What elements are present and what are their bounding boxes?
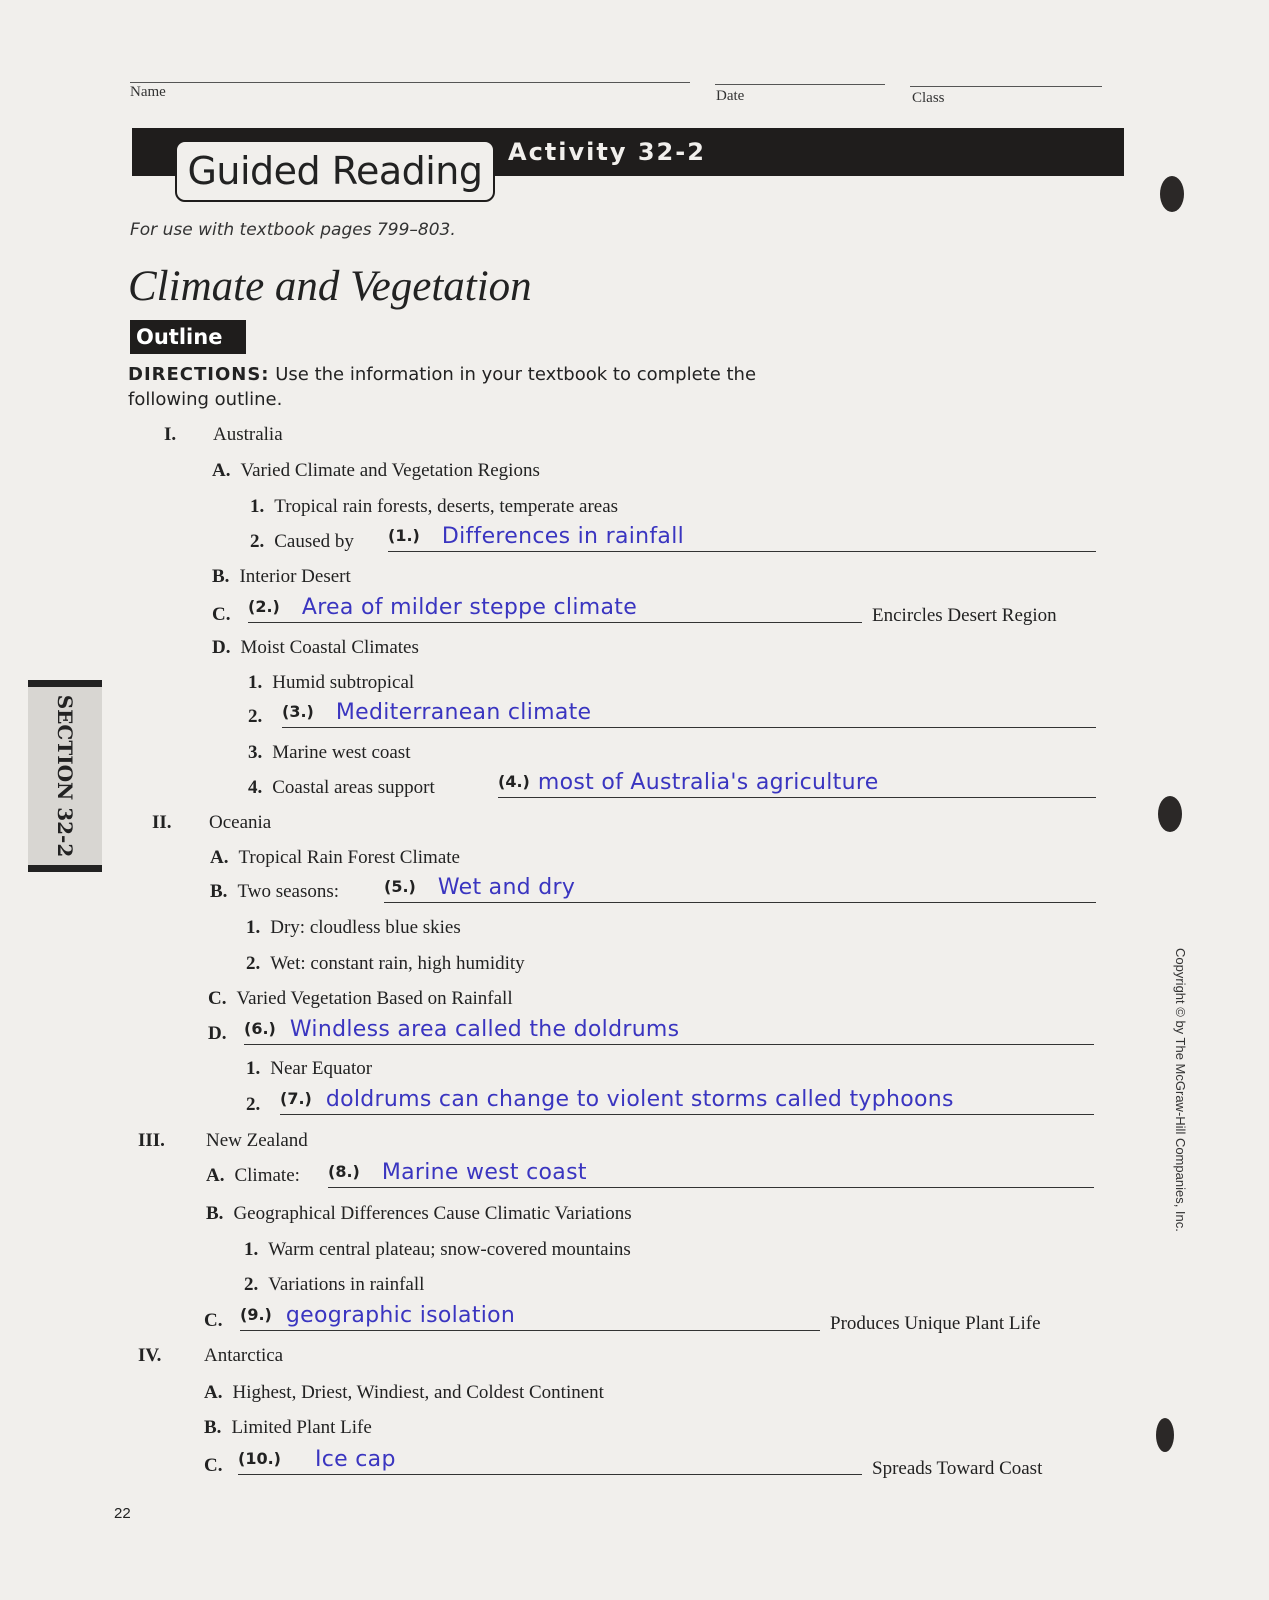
answer-field-4[interactable]: (4.) most of Australia's agriculture	[498, 769, 1096, 798]
answer-field-2[interactable]: (2.) Area of milder steppe climate	[248, 594, 862, 623]
section-tab-label: SECTION 32-2	[53, 694, 77, 858]
outline-item: 4. Coastal areas support	[248, 777, 435, 798]
trailing-text: Spreads Toward Coast	[872, 1458, 1043, 1479]
outline-item: D. Moist Coastal Climates	[212, 637, 419, 658]
name-label: Name	[130, 84, 166, 100]
outline-item: B. Two seasons:	[210, 881, 340, 902]
page-number: 22	[114, 1505, 131, 1522]
copyright-notice: Copyright © by The McGraw-Hill Companies, Inc.	[1173, 948, 1188, 1232]
outline-item: 3. Marine west coast	[248, 742, 411, 763]
directions-text: Use the information in your textbook to complete the following outline.	[128, 364, 757, 410]
page-title: Climate and Vegetation	[128, 263, 532, 310]
answer-field-6[interactable]: (6.) Windless area called the doldrums	[244, 1016, 1094, 1045]
outline-item: 1. Near Equator	[246, 1058, 373, 1079]
outline-item: C. Varied Vegetation Based on Rainfall	[208, 988, 513, 1009]
outline-item: C.	[212, 604, 231, 625]
section-heading: Oceania	[209, 812, 272, 833]
outline-item: B. Limited Plant Life	[204, 1417, 372, 1438]
outline-item: A. Highest, Driest, Windiest, and Coldest Continent	[204, 1382, 604, 1403]
outline-item: 1. Tropical rain forests, deserts, temperate areas	[250, 496, 619, 517]
answer-field-1[interactable]: (1.) Differences in rainfall	[388, 523, 1096, 552]
handwritten-answer: Area of milder steppe climate	[301, 595, 638, 620]
handwritten-answer: Mediterranean climate	[335, 700, 592, 725]
handwritten-answer: Differences in rainfall	[441, 524, 685, 549]
answer-field-9[interactable]: (9.) geographic isolation	[240, 1302, 820, 1331]
outline-badge: Outline	[130, 320, 246, 354]
outline-item: 1. Warm central plateau; snow-covered mountains	[244, 1239, 631, 1260]
directions-label: DIRECTIONS:	[128, 364, 270, 385]
outline-item: 2. Wet: constant rain, high humidity	[246, 953, 525, 974]
outline-item: A. Climate:	[206, 1165, 300, 1186]
handwritten-answer: most of Australia's agriculture	[537, 770, 879, 795]
section-numeral: III.	[138, 1130, 165, 1151]
outline-item: B. Interior Desert	[212, 566, 351, 587]
section-tab	[28, 680, 102, 872]
section-heading: New Zealand	[206, 1130, 308, 1151]
outline-item: B. Geographical Differences Cause Climatic Variations	[206, 1203, 632, 1224]
activity-number: Activity 32-2	[508, 138, 706, 166]
handwritten-answer: doldrums can change to violent storms called typhoons	[325, 1087, 954, 1112]
outline-item: 2.	[248, 706, 263, 727]
name-line[interactable]	[130, 82, 690, 83]
handwritten-answer: Ice cap	[314, 1447, 396, 1472]
section-numeral: II.	[152, 812, 172, 833]
binder-hole-icon	[1160, 176, 1184, 212]
outline-item: 2.	[246, 1094, 261, 1115]
answer-field-5[interactable]: (5.) Wet and dry	[384, 874, 1096, 903]
date-line[interactable]	[715, 84, 885, 85]
outline-item: C.	[204, 1310, 223, 1331]
answer-field-10[interactable]: (10.) Ice cap	[238, 1446, 862, 1475]
trailing-text: Encircles Desert Region	[872, 605, 1057, 626]
class-label: Class	[912, 90, 945, 106]
outline-item: 1. Humid subtropical	[248, 672, 415, 693]
binder-hole-icon	[1156, 1418, 1174, 1452]
outline-item: D.	[208, 1023, 227, 1044]
handwritten-answer: Windless area called the doldrums	[289, 1017, 680, 1042]
textbook-pages-note: For use with textbook pages 799–803.	[130, 220, 456, 240]
outline-item: 1. Dry: cloudless blue skies	[246, 917, 461, 938]
outline-item: A. Tropical Rain Forest Climate	[210, 847, 460, 868]
answer-field-8[interactable]: (8.) Marine west coast	[328, 1159, 1094, 1188]
outline-item: 2. Variations in rainfall	[244, 1274, 425, 1295]
class-line[interactable]	[910, 86, 1102, 87]
handwritten-answer: geographic isolation	[285, 1303, 516, 1328]
handwritten-answer: Marine west coast	[381, 1160, 587, 1185]
outline-item: A. Varied Climate and Vegetation Regions	[212, 460, 540, 481]
section-heading: Antarctica	[204, 1345, 284, 1366]
date-label: Date	[716, 88, 745, 104]
guided-reading-label: Guided Reading	[175, 140, 495, 202]
outline-item: C.	[204, 1455, 223, 1476]
binder-hole-icon	[1158, 796, 1182, 832]
section-heading: Australia	[213, 424, 283, 445]
answer-field-7[interactable]: (7.) doldrums can change to violent storms called typhoons	[280, 1086, 1094, 1115]
handwritten-answer: Wet and dry	[437, 875, 576, 900]
directions	[128, 362, 828, 412]
section-numeral: IV.	[138, 1345, 162, 1366]
trailing-text: Produces Unique Plant Life	[830, 1313, 1041, 1334]
outline-item: 2. Caused by	[250, 531, 354, 552]
answer-field-3[interactable]: (3.) Mediterranean climate	[282, 699, 1096, 728]
section-numeral: I.	[164, 424, 177, 445]
